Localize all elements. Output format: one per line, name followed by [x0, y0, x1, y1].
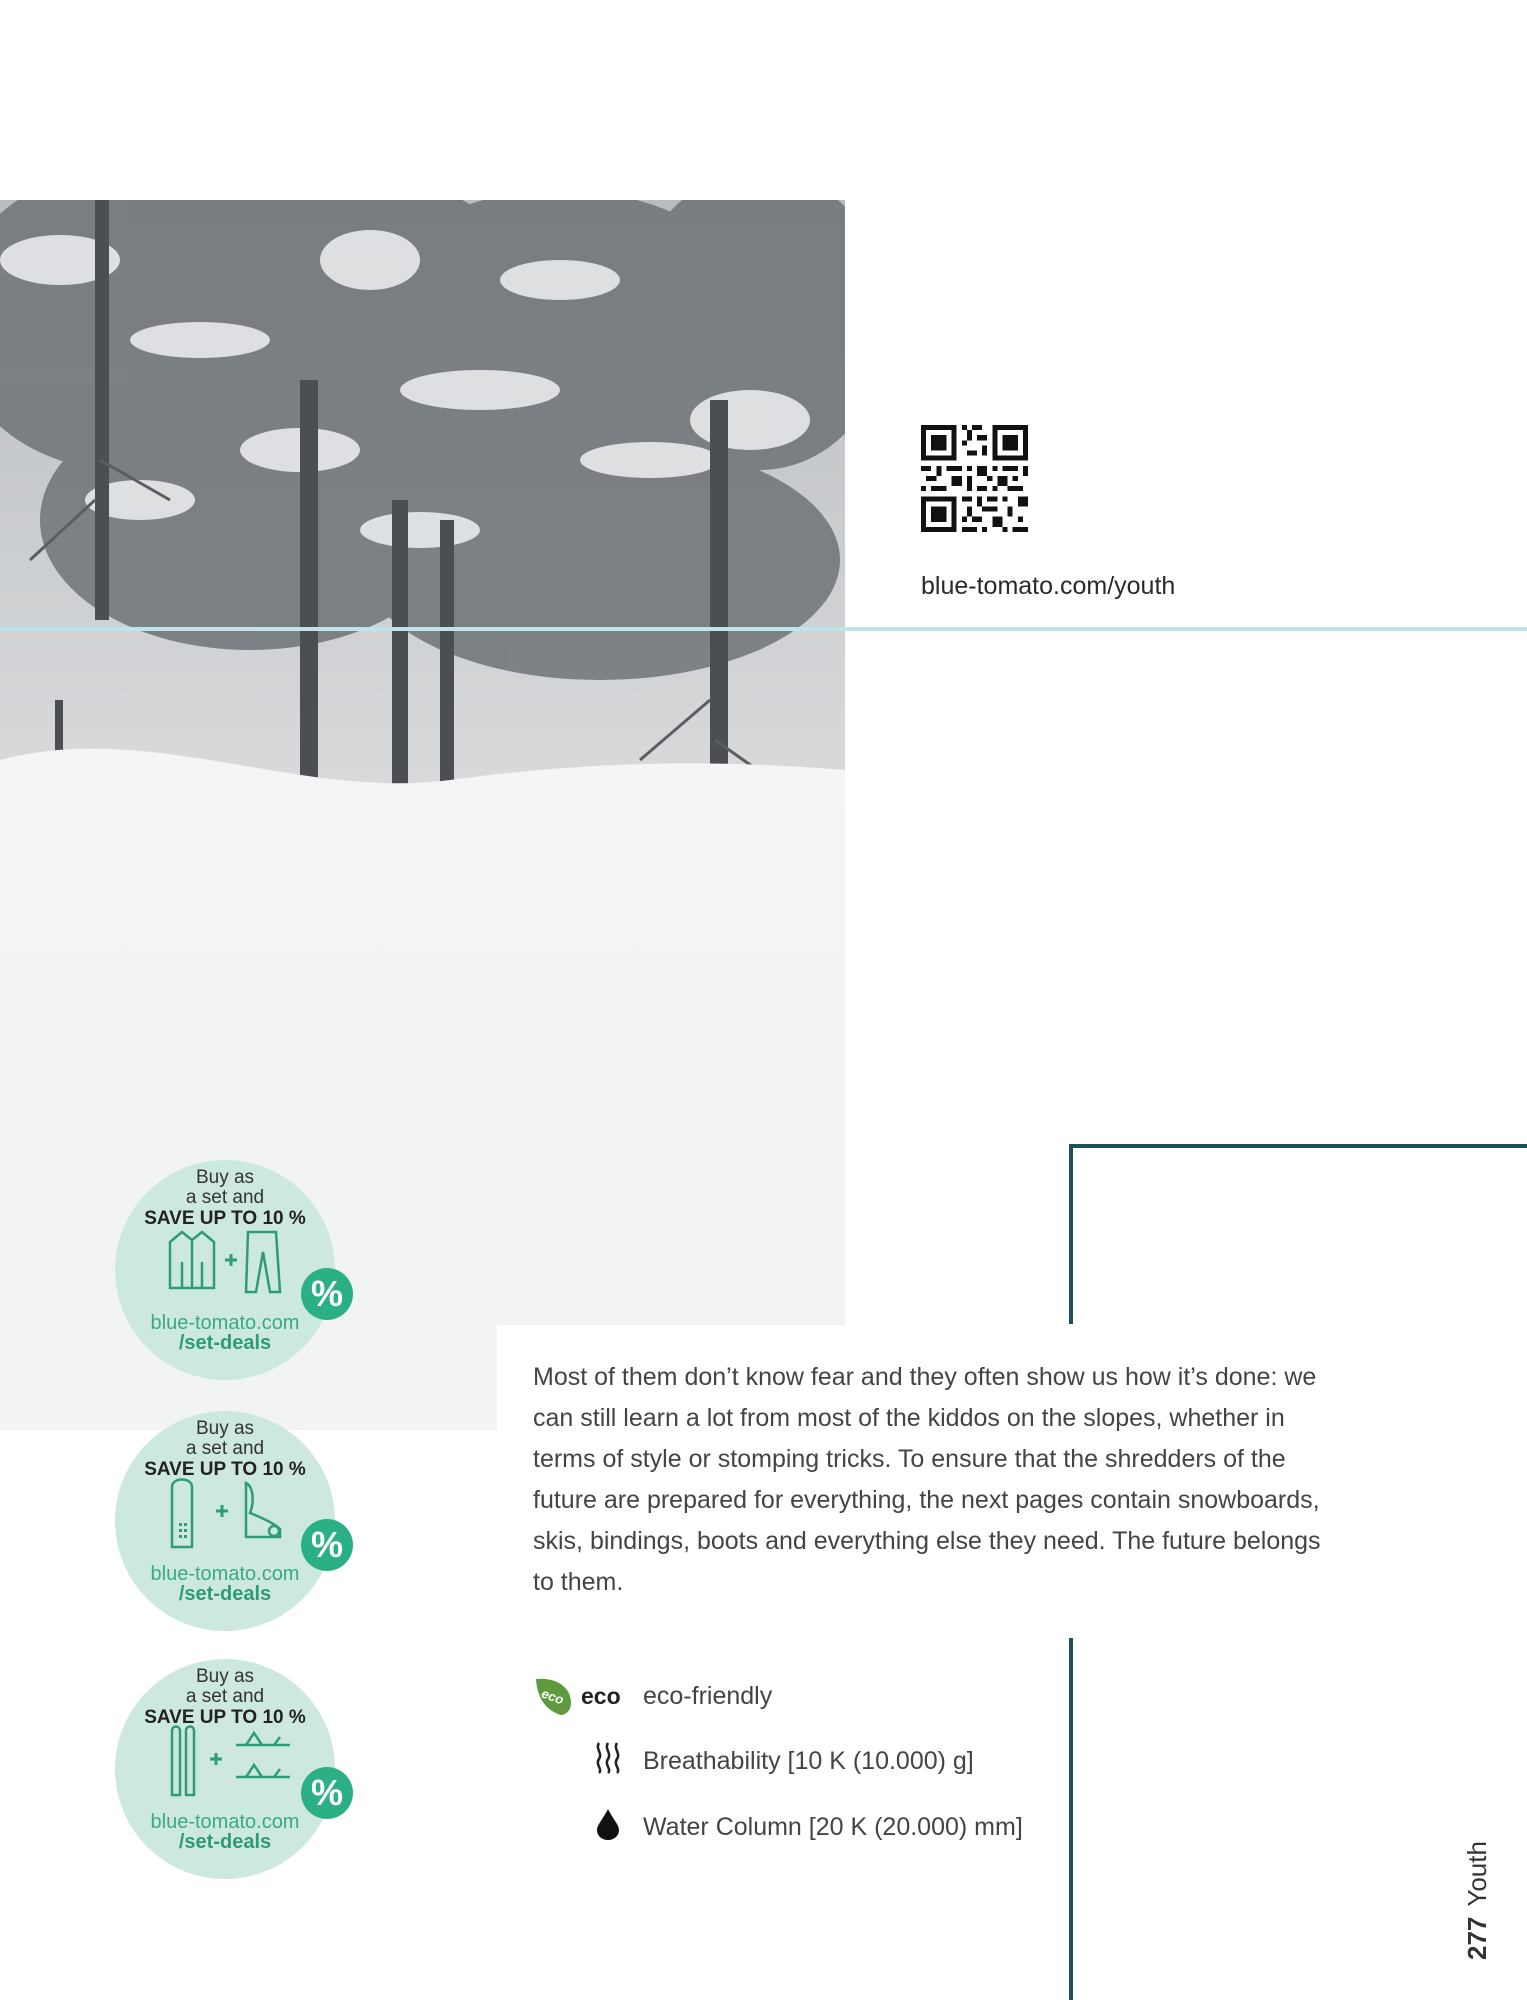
legend-eco: [533, 1675, 772, 1717]
water-column-label: Water Column [20 K (20.000) mm]: [643, 1813, 1023, 1841]
badge-icons: [150, 1222, 300, 1302]
frame-line-top: [1069, 1144, 1527, 1148]
eco-leaf-text: eco: [539, 1685, 566, 1708]
skis-icon: [172, 1727, 194, 1796]
frame-line-left-lower: [1069, 1638, 1073, 2000]
page-number: 277: [1462, 1916, 1492, 1960]
legend-water-column: [533, 1807, 1023, 1848]
badge-url-path[interactable]: /set-deals: [178, 1332, 272, 1354]
legend-breathability: [533, 1741, 974, 1782]
intro-paragraph: Most of them don’t know fear and they often show us how it’s done: we can still learn a lot from most of the kiddos on the slopes, whether in terms of style or stomping tricks. To ensure that the shredders of the future are prepared for everything, the next pages contain snowboards, skis, bindings, boots and everything else they need. The future belongs to them.: [533, 1363, 1321, 1596]
section-name: Youth: [1462, 1841, 1492, 1907]
badge-url-path[interactable]: /set-deals: [178, 1583, 272, 1605]
badge-line1: Buy as: [195, 1418, 255, 1439]
percent-icon: %: [301, 1519, 353, 1571]
breathability-label: Breathability [10 K (10.000) g]: [643, 1747, 974, 1775]
plus-icon: [216, 1505, 228, 1517]
badge-line3: SAVE UP TO 10 %: [144, 1707, 306, 1728]
badge-line2: a set and: [185, 1187, 265, 1208]
breathability-icon: [593, 1741, 623, 1782]
plus-icon: [210, 1753, 222, 1765]
snowboard-icon: [172, 1480, 192, 1548]
badge-line1: Buy as: [195, 1666, 255, 1687]
eco-label: eco-friendly: [643, 1681, 773, 1710]
binding-icon: [246, 1483, 280, 1537]
set-deal-badge[interactable]: [115, 1659, 343, 1879]
qr-code[interactable]: [921, 425, 1028, 532]
badge-url-path[interactable]: /set-deals: [178, 1831, 272, 1853]
badge-line2: a set and: [185, 1686, 265, 1707]
eco-leaf-icon: [533, 1675, 575, 1717]
frame-line-left-upper: [1069, 1144, 1073, 1324]
pants-icon: [246, 1232, 280, 1292]
percent-icon: %: [301, 1767, 353, 1819]
percent-icon: %: [301, 1268, 353, 1320]
set-deal-badge[interactable]: [115, 1411, 343, 1631]
youth-url[interactable]: blue-tomato.com/youth: [921, 572, 1176, 600]
page-footer: [1462, 1841, 1493, 1960]
eco-word: eco: [581, 1682, 621, 1709]
jacket-icon: [170, 1232, 214, 1288]
badge-icons: [150, 1721, 300, 1801]
badge-url[interactable]: blue-tomato.com: [150, 1811, 300, 1833]
badge-url[interactable]: blue-tomato.com: [150, 1563, 300, 1585]
plus-icon: [225, 1254, 237, 1266]
badge-line3: SAVE UP TO 10 %: [144, 1459, 306, 1480]
badge-url[interactable]: blue-tomato.com: [150, 1312, 300, 1334]
set-deal-badge[interactable]: [115, 1160, 343, 1380]
badge-icons: [150, 1473, 300, 1553]
cyan-divider-line: [0, 627, 1527, 631]
ski-binding-icon: [236, 1733, 290, 1777]
water-drop-icon: [595, 1807, 621, 1848]
badge-line1: Buy as: [195, 1167, 255, 1188]
badge-line3: SAVE UP TO 10 %: [144, 1208, 306, 1229]
badge-line2: a set and: [185, 1438, 265, 1459]
